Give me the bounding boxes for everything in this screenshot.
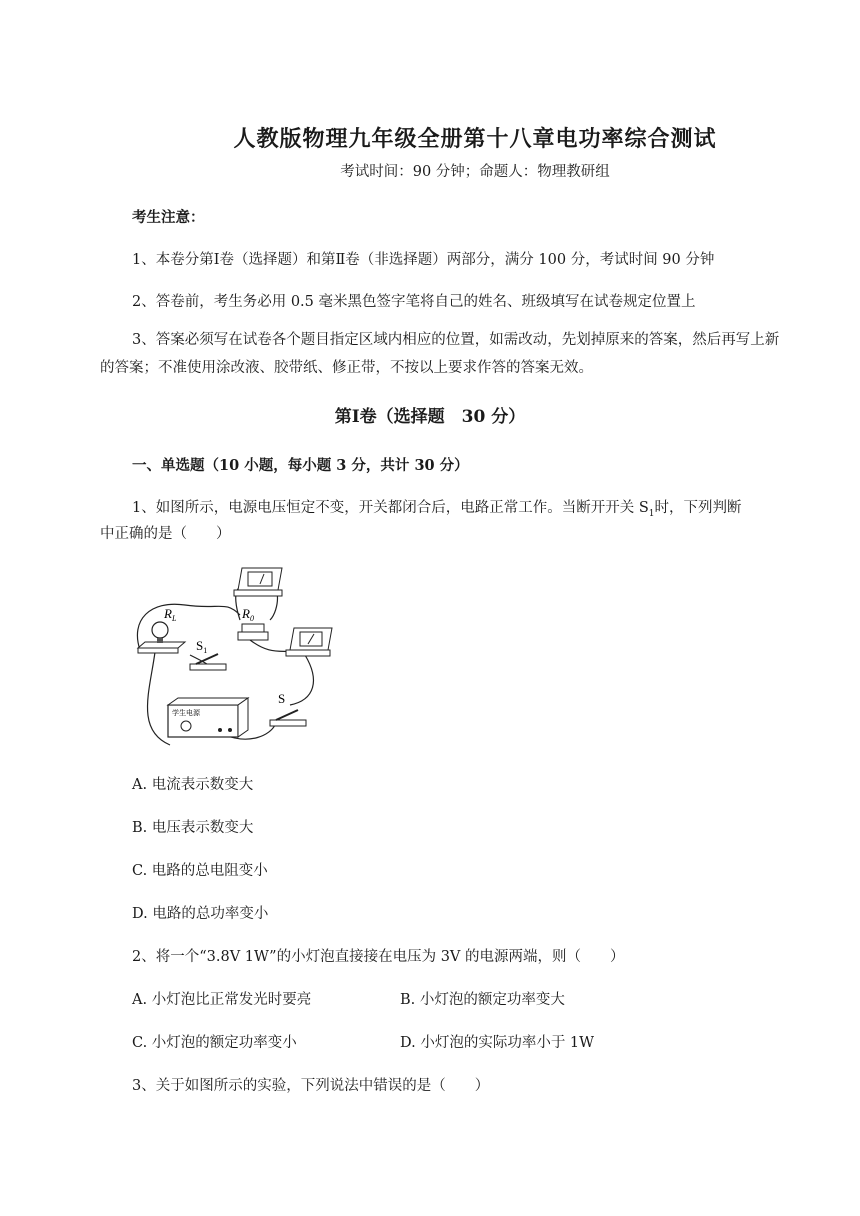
question-2-option-c[interactable]: C. 小灯泡的额定功率变小 (132, 1035, 297, 1051)
question-3-stem: 3、关于如图所示的实验，下列说法中错误的是（ ） (132, 1078, 490, 1094)
label-rl: $R_L$ (164, 606, 177, 623)
question-1-option-c[interactable]: C. 电路的总电阻变小 (132, 863, 268, 879)
question-2-option-a[interactable]: A. 小灯泡比正常发光时要亮 (132, 992, 312, 1008)
notice-item-1: 1、本卷分第Ⅰ卷（选择题）和第Ⅱ卷（非选择题）两部分，满分 100 分，考试时间 90 分钟 (132, 252, 715, 268)
label-s1: $S_1$ (196, 638, 208, 655)
question-2-stem: 2、将一个“3.8V 1W”的小灯泡直接接在电压为 3V 的电源两端，则（ ） (132, 949, 625, 965)
resistor-r0 (238, 624, 268, 640)
exam-info: 考试时间：90 分钟；命题人：物理教研组 (340, 164, 610, 180)
section-title: 第Ⅰ卷（选择题 30 分） (334, 407, 526, 427)
label-s: S (278, 691, 286, 706)
question-1-stem (132, 496, 742, 519)
question-1-option-d[interactable]: D. 电路的总功率变小 (132, 906, 269, 922)
part-heading: 一、单选题（10 小题，每小题 3 分，共计 30 分） (132, 457, 469, 474)
notice-item-2: 2、答卷前，考生务必用 0.5 毫米黑色签字笔将自己的姓名、班级填写在试卷规定位置上 (132, 294, 696, 310)
circuit-diagram (130, 560, 345, 750)
ammeter (286, 628, 332, 656)
label-r0: $R_0$ (242, 606, 254, 623)
notice-heading: 考生注意： (132, 209, 205, 226)
page-title: 人教版物理九年级全册第十八章电功率综合测试 (233, 126, 717, 152)
voltmeter (234, 568, 282, 596)
question-2-option-b[interactable]: B. 小灯泡的额定功率变大 (400, 992, 565, 1008)
switch-s1 (190, 654, 226, 670)
question-1-stem-line2: 中正确的是（ ） (100, 526, 231, 542)
question-1-stem-text-end: 时，下列判断 (654, 500, 742, 516)
lamp-rl (138, 622, 185, 653)
label-supply: 学生电源 (172, 709, 200, 717)
power-supply (168, 698, 248, 737)
notice-item-3: 3、答案必须写在试卷各个题目指定区域内相应的位置，如需改动，先划掉原来的答案，然后再写上新的答案；不准使用涂改液、胶带纸、修正带，不按以上要求作答的答案无效。 (100, 332, 780, 376)
question-1-option-b[interactable]: B. 电压表示数变大 (132, 820, 254, 836)
question-1-stem-subscript: 1 (648, 508, 655, 519)
question-2-option-d[interactable]: D. 小灯泡的实际功率小于 1W (400, 1035, 595, 1051)
switch-s (270, 710, 306, 726)
question-1-stem-text: 1、如图所示，电源电压恒定不变，开关都闭合后，电路正常工作。当断开开关 S (132, 500, 649, 516)
question-1-option-a[interactable]: A. 电流表示数变大 (132, 777, 254, 793)
